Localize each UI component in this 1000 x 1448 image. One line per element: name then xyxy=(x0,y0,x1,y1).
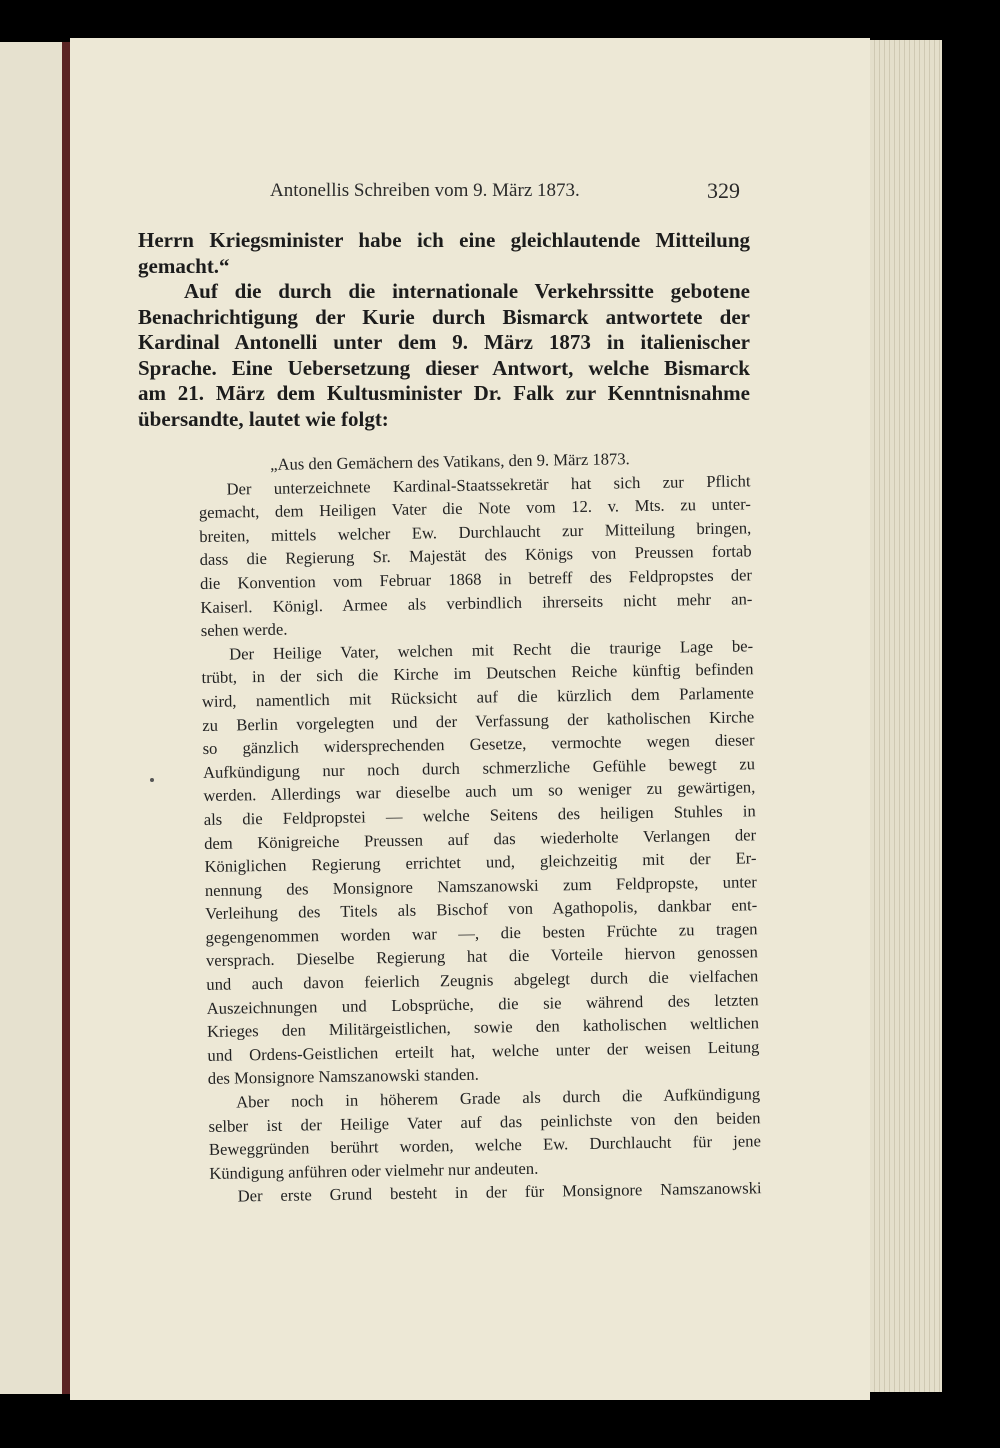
page-number: 329 xyxy=(707,178,740,203)
letter-line: breiten, mittels welcher Ew. Durchlaucht zur Mitteilung bringen, xyxy=(199,518,752,546)
margin-dot xyxy=(150,778,154,782)
text-line: Sprache. Eine Uebersetzung dieser Antwort, welche Bismarck xyxy=(138,355,750,380)
letter-line: zu Berlin vorgelegten und der Verfassung der katholischen Kirche xyxy=(202,706,755,735)
text-line: Kardinal Antonelli unter dem 9. März 1873 in italienischer xyxy=(138,330,750,354)
letter-line: so gänzlich widersprechenden Gesetze, vermochte wegen dieser xyxy=(202,730,755,759)
letter-line: werden. Allerdings war dieselbe auch um so weniger zu gewärtigen, xyxy=(203,777,756,806)
letter-line: gegengenommen worden war —, die besten Früchte zu tragen xyxy=(205,919,758,947)
text-line: am 21. März dem Kultusminister Dr. Falk zur Kenntnisnahme xyxy=(138,381,750,405)
quoted-letter xyxy=(198,445,762,1209)
letter-dateline: „Aus den Gemächern des Vatikans, den 9. März 1873. xyxy=(270,449,630,474)
facing-page-edge xyxy=(0,42,66,1394)
letter-line: nennung des Monsignore Namszanowski zum Feldpropste, unter xyxy=(204,871,757,900)
letter-line: des Monsignore Namszanowski standen. xyxy=(207,1065,479,1089)
letter-line: und auch davon feierlich Zeugnis abgelegt durch die vielfachen xyxy=(206,966,759,994)
text-line: Auf die durch die internationale Verkehrssitte gebotene xyxy=(184,279,750,303)
letter-line: Der unterzeichnete Kardinal-Staatssekretär hat sich zur Pflicht xyxy=(226,470,751,499)
letter-line: versprach. Dieselbe Regierung hat die Vorteile hiervon genossen xyxy=(205,942,759,971)
letter-line: Kündigung anführen oder vielmehr nur andeuten. xyxy=(209,1158,539,1183)
text-line: übersandte, lautet wie folgt: xyxy=(138,406,389,431)
letter-line: als die Feldpropstei — welche Seitens des heiligen Stuhles in xyxy=(203,801,756,829)
letter-line: trübt, in der sich die Kirche im Deutschen Reiche künftig befinden xyxy=(201,659,754,688)
main-paragraphs xyxy=(138,228,750,432)
letter-line: Der erste Grund besteht in der für Monsignore Namszanowski xyxy=(237,1178,762,1206)
running-title: Antonellis Schreiben vom 9. März 1873. xyxy=(270,180,580,201)
letter-line: gemacht, dem Heiligen Vater die Note vom 12. v. Mts. zu unter- xyxy=(198,494,752,523)
letter-line: wird, namentlich mit Rücksicht auf die kürzlich dem Parlamente xyxy=(201,683,754,711)
text-line: gemacht.“ xyxy=(138,253,230,278)
text-line: Benachrichtigung der Kurie durch Bismarck antwortete der xyxy=(138,304,750,329)
letter-line: sehen werde. xyxy=(200,619,288,641)
letter-line: die Konvention vom Februar 1868 in betreff des Feldpropstes der xyxy=(199,565,753,593)
letter-line: Aufkündigung nur noch durch schmerzliche Gefühle bewegt zu xyxy=(202,754,756,782)
running-header xyxy=(270,180,740,206)
letter-line: dass die Regierung Sr. Majestät des Königs von Preussen fortab xyxy=(199,541,752,570)
letter-line: Krieges den Militärgeistlichen, sowie den katholischen weltlichen xyxy=(206,1013,760,1042)
letter-line: Königlichen Regierung errichtet und, gleichzeitig mit der Er- xyxy=(204,848,757,877)
letter-line: selber ist der Heilige Vater auf das peinlichste von den beiden xyxy=(208,1107,761,1136)
letter-line: Auszeichnungen und Lobsprüche, die sie während des letzten xyxy=(206,989,759,1018)
page-edges xyxy=(870,40,942,1392)
letter-line: Beweggründen berührt worden, welche Ew. Durchlaucht für jene xyxy=(208,1131,762,1160)
letter-line: Der Heilige Vater, welchen mit Recht die traurige Lage be- xyxy=(228,636,754,664)
book-spine xyxy=(62,42,70,1394)
text-line: Herrn Kriegsminister habe ich eine gleichlautende Mitteilung xyxy=(138,228,750,252)
letter-line: Kaiserl. Königl. Armee als verbindlich ihrerseits nicht mehr an- xyxy=(200,588,753,617)
letter-line: dem Königreiche Preussen auf das wiederholte Verlangen der xyxy=(203,824,757,853)
letter-line: Verleihung des Titels als Bischof von Agathopolis, dankbar ent- xyxy=(205,895,758,924)
letter-line: und Ordens-Geistlichen erteilt hat, welche unter der weisen Leitung xyxy=(207,1037,760,1065)
letter-line: Aber noch in höherem Grade als durch die Aufkündigung xyxy=(236,1084,761,1112)
